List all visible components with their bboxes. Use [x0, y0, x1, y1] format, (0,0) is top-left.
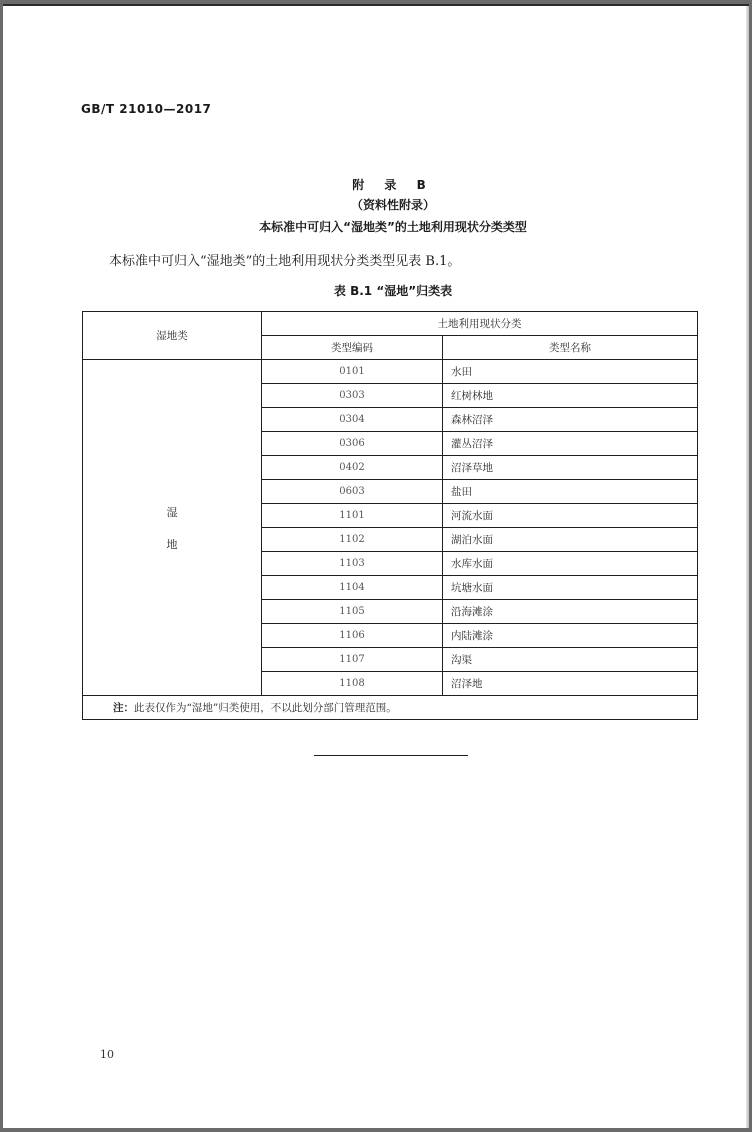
- table-note: [83, 696, 698, 720]
- table-note-row: [83, 696, 698, 720]
- type-name-cell: 盐田: [443, 480, 698, 504]
- type-name-cell: 沿海滩涂: [443, 600, 698, 624]
- type-name-cell: 沟渠: [443, 648, 698, 672]
- type-name-cell: 水田: [443, 360, 698, 384]
- type-code-cell: 0101: [262, 360, 443, 384]
- type-code-cell: 0304: [262, 408, 443, 432]
- type-name-cell: 灌丛沼泽: [443, 432, 698, 456]
- annex-title: 附 录 B: [352, 178, 434, 192]
- type-code-cell: 0303: [262, 384, 443, 408]
- type-code-cell: 0306: [262, 432, 443, 456]
- category-char: 地: [166, 537, 178, 551]
- type-name-cell: 河流水面: [443, 504, 698, 528]
- note-text: 此表仅作为“湿地”归类使用，不以此划分部门管理范围。: [134, 702, 397, 714]
- wetland-table: [82, 311, 698, 720]
- type-code-cell: 1103: [262, 552, 443, 576]
- wetland-category-cell: [83, 360, 262, 696]
- table-header-row: [83, 312, 698, 336]
- header-wetland-class: 湿地类: [83, 312, 262, 360]
- type-code-cell: 0402: [262, 456, 443, 480]
- type-code-cell: 1104: [262, 576, 443, 600]
- annex-subtitle: （资料性附录）: [350, 198, 435, 212]
- type-name-cell: 内陆滩涂: [443, 624, 698, 648]
- type-name-cell: 坑塘水面: [443, 576, 698, 600]
- type-name-cell: 湖泊水面: [443, 528, 698, 552]
- type-name-cell: 红树林地: [443, 384, 698, 408]
- standard-number: GB/T 21010—2017: [81, 102, 212, 116]
- type-code-cell: 1101: [262, 504, 443, 528]
- table-row: [83, 360, 698, 384]
- intro-paragraph: 本标准中可归入“湿地类”的土地利用现状分类类型见表 B.1。: [109, 254, 461, 269]
- table-caption: 表 B.1 “湿地”归类表: [333, 284, 453, 298]
- type-name-cell: 沼泽草地: [443, 456, 698, 480]
- header-type-code: 类型编码: [262, 336, 443, 360]
- type-code-cell: 1108: [262, 672, 443, 696]
- type-name-cell: 水库水面: [443, 552, 698, 576]
- annex-heading: 本标准中可归入“湿地类”的土地利用现状分类类型: [259, 220, 527, 234]
- end-rule: [314, 755, 468, 756]
- header-land-use-class: 土地利用现状分类: [262, 312, 698, 336]
- type-code-cell: 1102: [262, 528, 443, 552]
- document-page: [3, 4, 749, 1128]
- type-code-cell: 0603: [262, 480, 443, 504]
- note-label: 注：: [113, 702, 134, 714]
- type-code-cell: 1105: [262, 600, 443, 624]
- type-name-cell: 森林沼泽: [443, 408, 698, 432]
- type-code-cell: 1107: [262, 648, 443, 672]
- category-char: 湿: [166, 505, 178, 519]
- type-code-cell: 1106: [262, 624, 443, 648]
- type-name-cell: 沼泽地: [443, 672, 698, 696]
- header-type-name: 类型名称: [443, 336, 698, 360]
- page-number: 10: [100, 1048, 114, 1061]
